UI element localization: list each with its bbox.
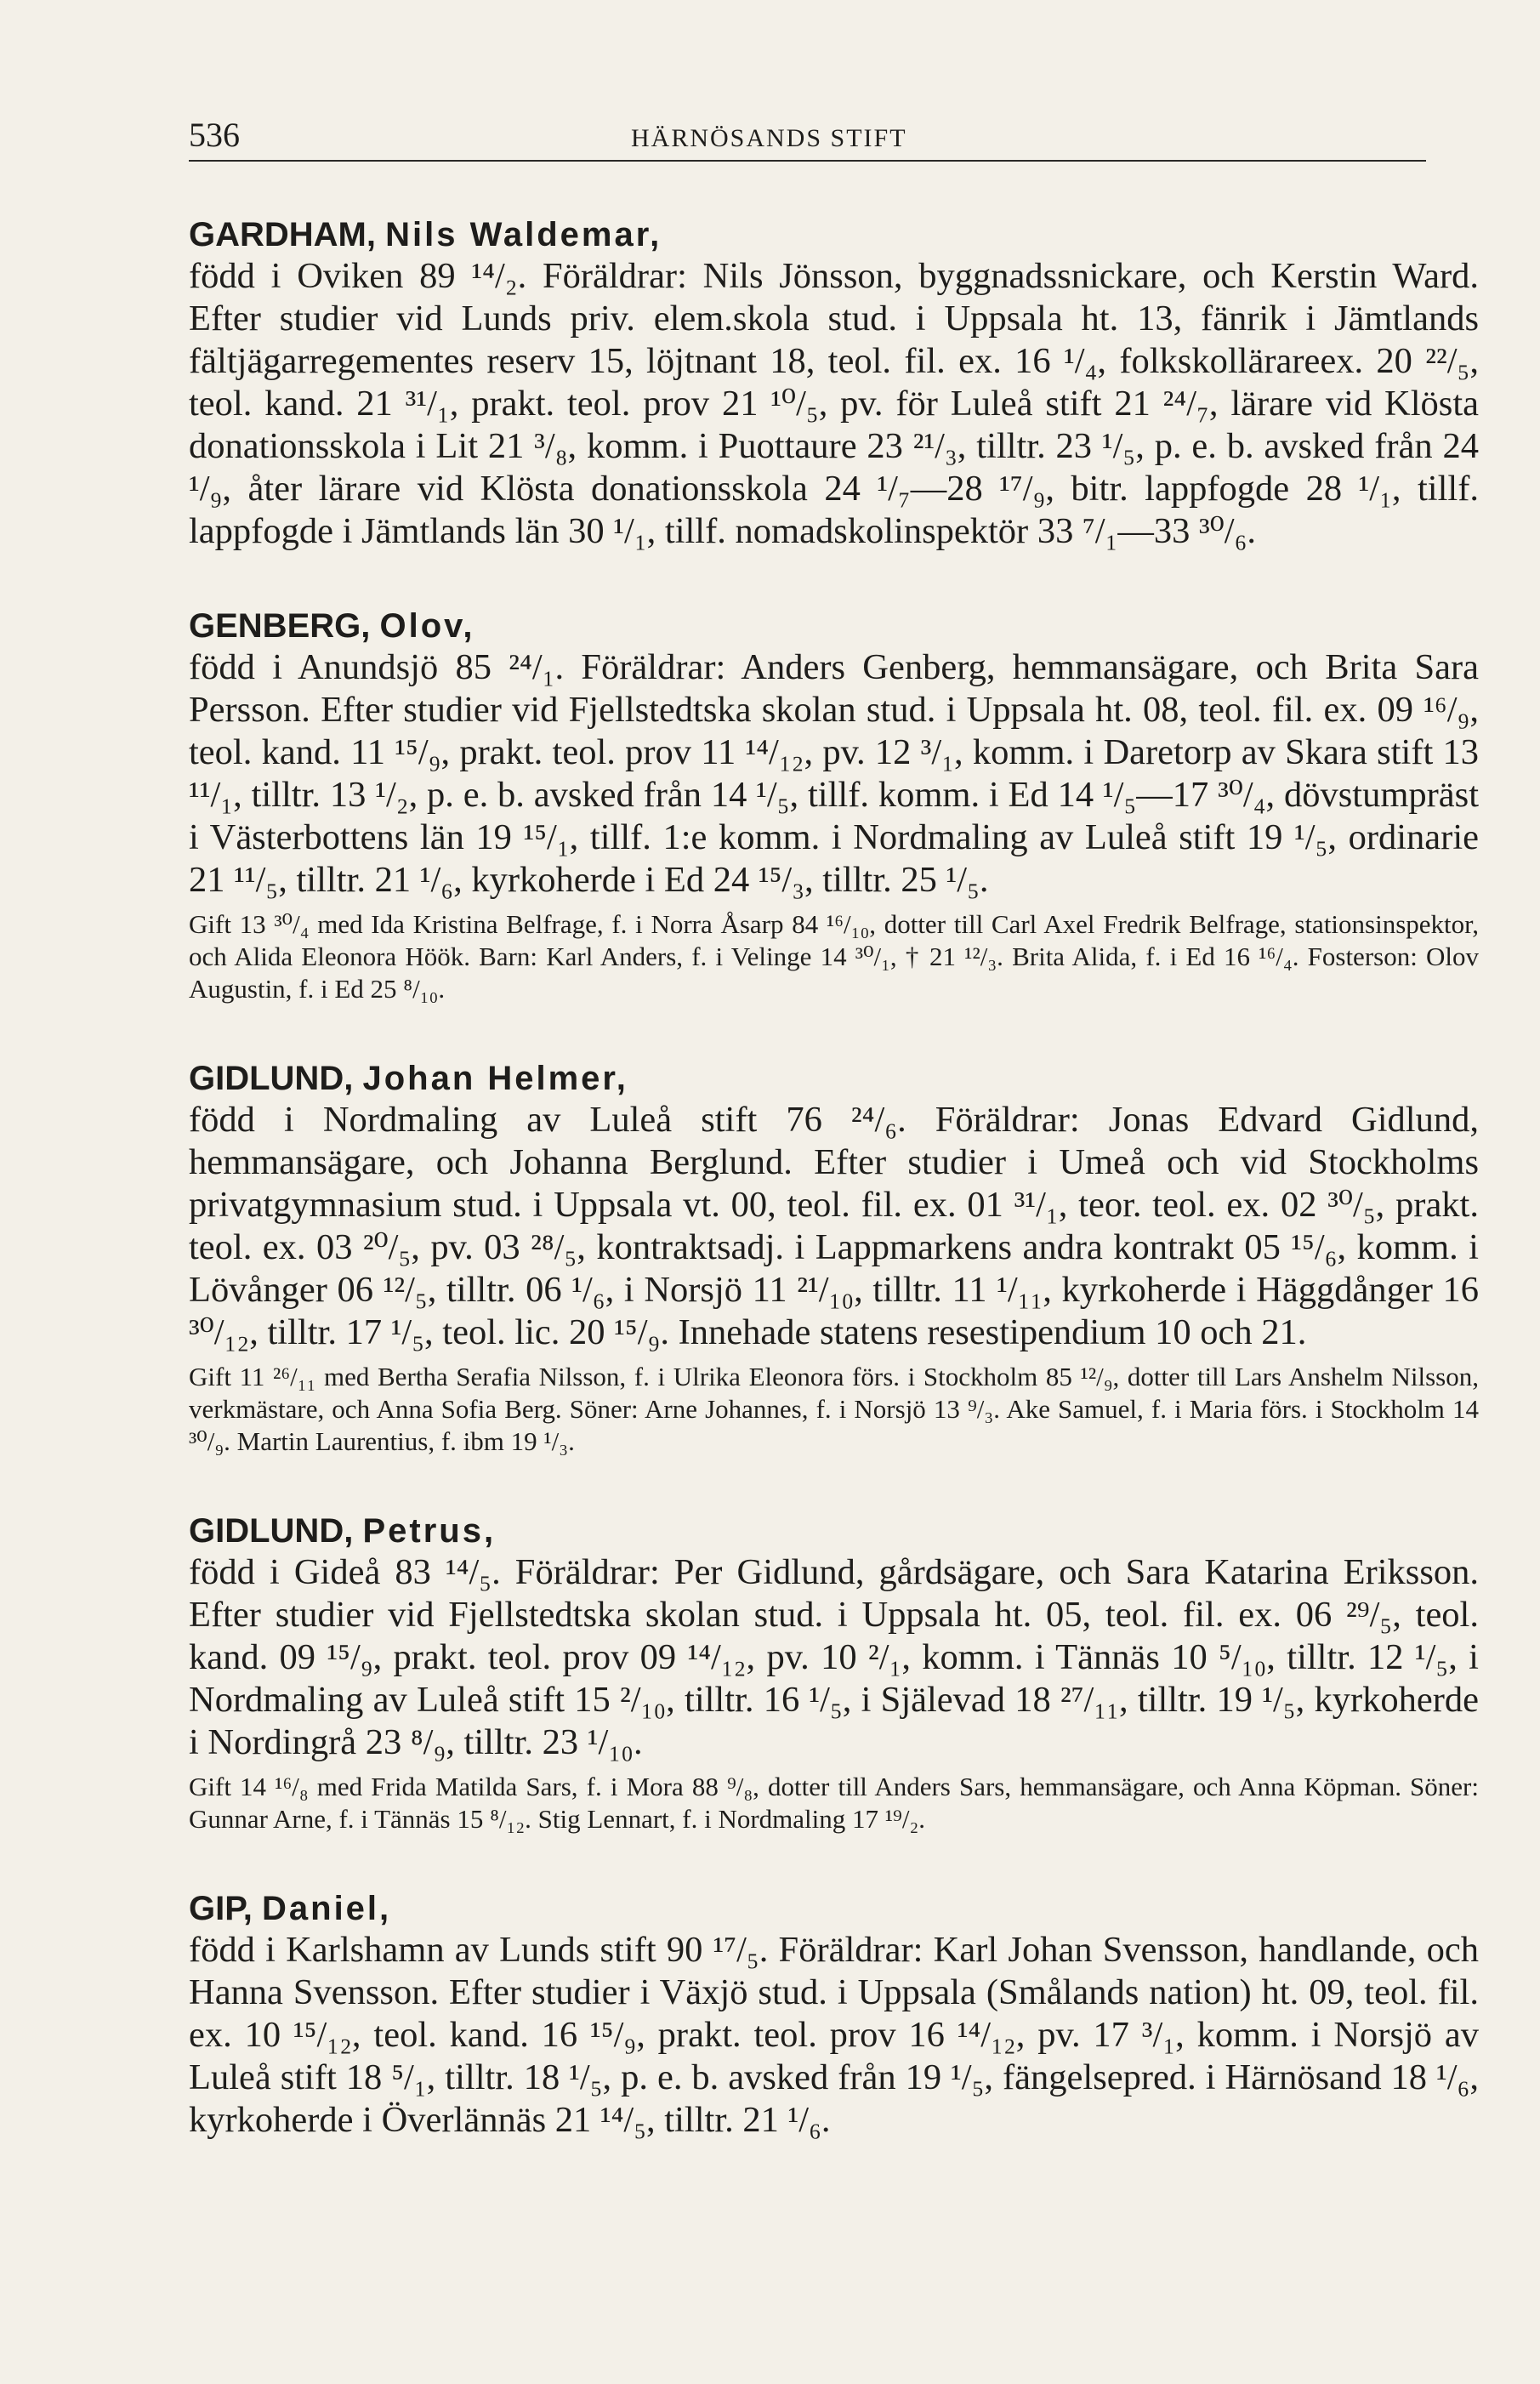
entry-heading: [189, 606, 1479, 646]
entry-heading: [189, 1888, 1479, 1929]
entry-biography: född i Karlshamn av Lunds stift 90 ¹⁷/₅. Föräldrar: Karl Johan Svensson, handlande, och Hanna Svensson. Efter studier i Växjö stud. i Uppsala (Smålands nation) ht. 09, teol. fil. ex. 10 ¹⁵/₁₂, teol. kand. 16 ¹⁵/₉, prakt. teol. prov 16 ¹⁴/₁₂, pv. 17 ³/₁, komm. i Norsjö av Luleå stift 18 ⁵/₁, tilltr. 18 ¹/₅, p. e. b. avsked från 19 ¹/₅, fängelsepred. i Härnösand 18 ¹/₆, kyrkoherde i Överlännäs 21 ¹⁴/₅, tilltr. 21 ¹/₆.: [189, 1930, 1479, 2140]
page-number: 536: [189, 116, 240, 154]
entry-surname: GIDLUND,: [189, 1512, 354, 1550]
entry-genberg: [189, 606, 1479, 1005]
entry-given-names: Nils Waldemar,: [385, 216, 662, 253]
entry-given-names: Daniel,: [262, 1890, 392, 1927]
entry-heading: [189, 214, 1479, 255]
entry-biography: född i Oviken 89 ¹⁴/₂. Föräldrar: Nils Jönsson, byggnadssnickare, och Kerstin Ward. Efter studier vid Lunds priv. elem.skola stud. i Uppsala ht. 13, fänrik i Jämtlands fältjägarregementes reserv 15, löjtnant 18, teol. fil. ex. 16 ¹/₄, folkskollärareex. 20 ²²/₅, teol. kand. 21 ³¹/₁, prakt. teol. prov 21 ¹⁰/₅, pv. för Luleå stift 21 ²⁴/₇, lärare vid Klösta donationsskola i Lit 21 ³/₈, komm. i Puottaure 23 ²¹/₃, tilltr. 23 ¹/₅, p. e. b. avsked från 24 ¹/₉, åter lärare vid Klösta donationsskola 24 ¹/₇—28 ¹⁷/₉, bitr. lappfogde 28 ¹/₁, tillf. lappfogde i Jämtlands län 30 ¹/₁, tillf. nomadskolinspektör 33 ⁷/₁—33 ³⁰/₆.: [189, 256, 1479, 551]
entry-surname: GENBERG,: [189, 607, 371, 645]
entry-biography: född i Nordmaling av Luleå stift 76 ²⁴/₆. Föräldrar: Jonas Edvard Gidlund, hemmansägare, och Johanna Berglund. Efter studier i Umeå och vid Stockholms privatgymnasium stud. i Uppsala vt. 00, teol. fil. ex. 01 ³¹/₁, teor. teol. ex. 02 ³⁰/₅, prakt. teol. ex. 03 ²⁰/₅, pv. 03 ²⁸/₅, kontraktsadj. i Lappmarkens andra kontrakt 05 ¹⁵/₆, komm. i Lövånger 06 ¹²/₅, tilltr. 06 ¹/₆, i Norsjö 11 ²¹/₁₀, tilltr. 11 ¹/₁₁, kyrkoherde i Häggdånger 16 ³⁰/₁₂, tilltr. 17 ¹/₅, teol. lic. 20 ¹⁵/₉. Innehade statens resestipendium 10 och 21.: [189, 1100, 1479, 1352]
entry-heading: [189, 1058, 1479, 1099]
entry-given-names: Johan Helmer,: [362, 1060, 628, 1097]
entry-surname: GARDHAM,: [189, 216, 376, 253]
entry-gip: [189, 1888, 1479, 2142]
header-title: HÄRNÖSANDS STIFT: [631, 124, 907, 152]
entry-biography: född i Anundsjö 85 ²⁴/₁. Föräldrar: Anders Genberg, hemmansägare, och Brita Sara Persson. Efter studier vid Fjellstedtska skolan stud. i Uppsala ht. 08, teol. fil. ex. 09 ¹⁶/₉, teol. kand. 11 ¹⁵/₉, prakt. teol. prov 11 ¹⁴/₁₂, pv. 12 ³/₁, komm. i Daretorp av Skara stift 13 ¹¹/₁, tilltr. 13 ¹/₂, p. e. b. avsked från 14 ¹/₅, tillf. komm. i Ed 14 ¹/₅—17 ³⁰/₄, dövstumpräst i Västerbottens län 19 ¹⁵/₁, tillf. 1:e komm. i Nordmaling av Luleå stift 19 ¹/₅, ordinarie 21 ¹¹/₅, tilltr. 21 ¹/₆, kyrkoherde i Ed 24 ¹⁵/₃, tilltr. 25 ¹/₅.: [189, 647, 1479, 900]
entry-marriage-note: Gift 14 ¹⁶/₈ med Frida Matilda Sars, f. i Mora 88 ⁹/₈, dotter till Anders Sars, hemmansägare, och Anna Köpman. Söner: Gunnar Arne, f. i Tännäs 15 ⁸/₁₂. Stig Lennart, f. i Nordmaling 17 ¹⁹/₂.: [189, 1772, 1479, 1834]
entry-gardham: [189, 214, 1479, 553]
running-head: [189, 115, 1426, 162]
entry-marriage-note: Gift 11 ²⁶/₁₁ med Bertha Serafia Nilsson, f. i Ulrika Eleonora förs. i Stockholm 85 ¹²/₉, dotter till Lars Anshelm Nilsson, verkmästare, och Anna Sofia Berg. Söner: Arne Johannes, f. i Norsjö 13 ⁹/₃. Ake Samuel, f. i Maria förs. i Stockholm 14 ³⁰/₉. Martin Laurentius, f. ibm 19 ¹/₃.: [189, 1362, 1479, 1456]
entry-biography: född i Gideå 83 ¹⁴/₅. Föräldrar: Per Gidlund, gårdsägare, och Sara Katarina Eriksson. Efter studier vid Fjellstedtska skolan stud. i Uppsala ht. 05, teol. fil. ex. 06 ²⁹/₅, teol. kand. 09 ¹⁵/₉, prakt. teol. prov 09 ¹⁴/₁₂, pv. 10 ²/₁, komm. i Tännäs 10 ⁵/₁₀, tilltr. 12 ¹/₅, i Nordmaling av Luleå stift 15 ²/₁₀, tilltr. 16 ¹/₅, i Själevad 18 ²⁷/₁₁, tilltr. 19 ¹/₅, kyrkoherde i Nordingrå 23 ⁸/₉, tilltr. 23 ¹/₁₀.: [189, 1552, 1479, 1762]
entry-surname: GIP,: [189, 1890, 253, 1927]
entry-heading: [189, 1511, 1479, 1551]
entry-gidlund-johan: [189, 1058, 1479, 1458]
entry-marriage-note: Gift 13 ³⁰/₄ med Ida Kristina Belfrage, f. i Norra Åsarp 84 ¹⁶/₁₀, dotter till Carl Axel Fredrik Belfrage, stationsinspektor, och Alida Eleonora Höök. Barn: Karl Anders, f. i Velinge 14 ³⁰/₁, † 21 ¹²/₃. Brita Alida, f. i Ed 16 ¹⁶/₄. Fosterson: Olov Augustin, f. i Ed 25 ⁸/₁₀.: [189, 909, 1479, 1004]
entry-gidlund-petrus: [189, 1511, 1479, 1835]
entry-given-names: Olov,: [379, 607, 475, 645]
entry-given-names: Petrus,: [362, 1512, 497, 1550]
entry-surname: GIDLUND,: [189, 1060, 354, 1097]
